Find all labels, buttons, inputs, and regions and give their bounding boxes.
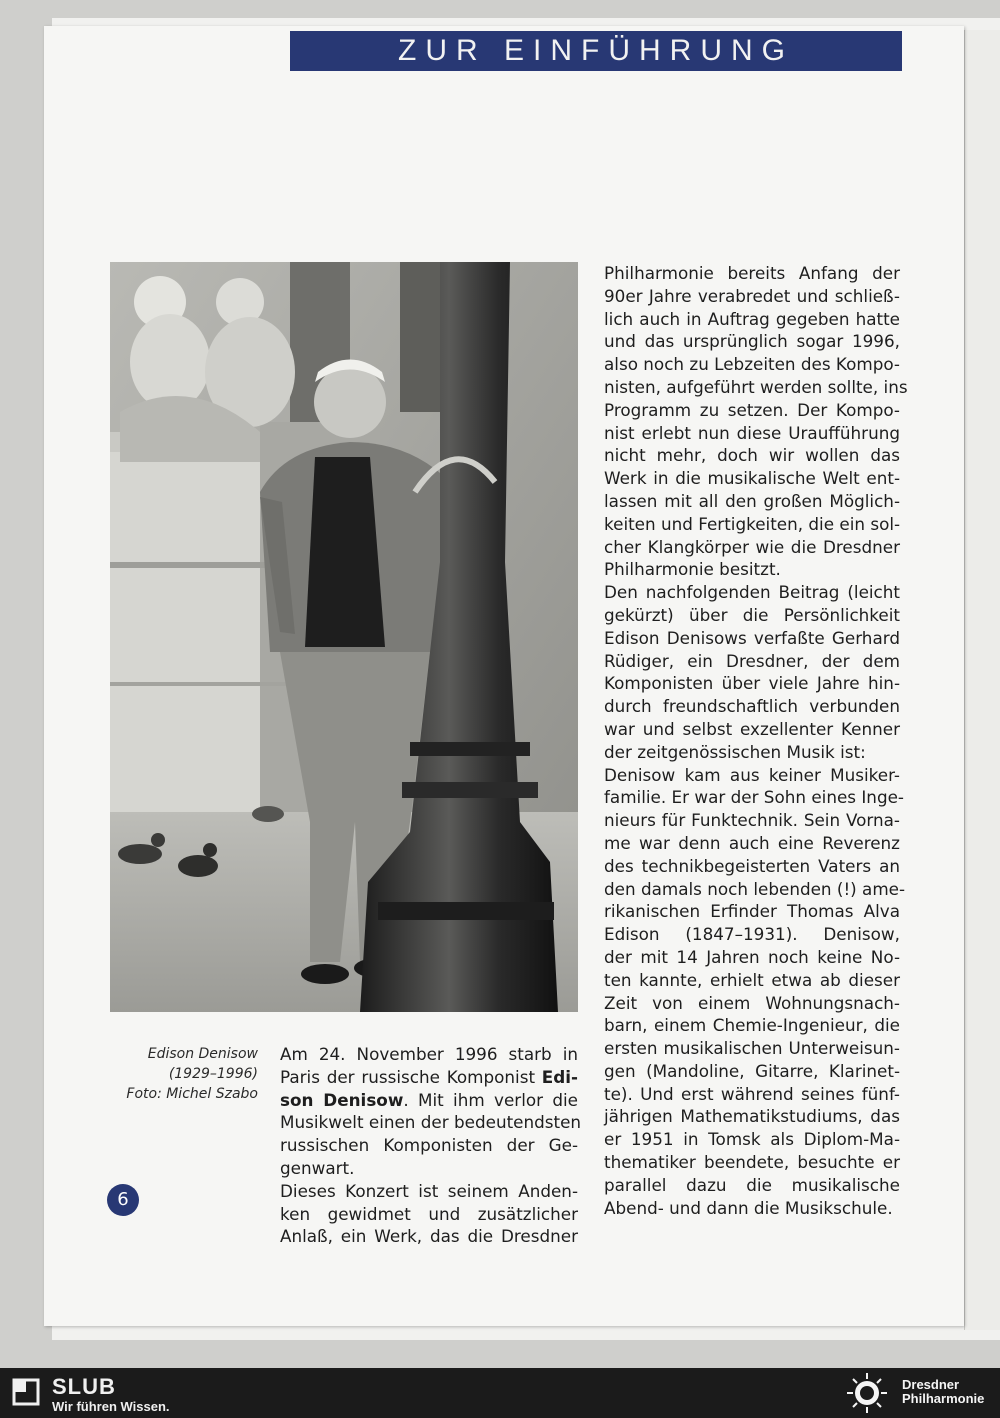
text-line: Philharmonie bereits Anfang der bbox=[604, 263, 900, 283]
footer-bar bbox=[0, 1368, 1000, 1418]
text-line: Denisow kam aus keiner Musiker- bbox=[604, 764, 900, 785]
text-line: Abend- und dann die Musikschule. bbox=[604, 1197, 893, 1218]
library-name: SLUB bbox=[52, 1374, 116, 1399]
text-line: 90er Jahre verabredet und schließ- bbox=[604, 285, 900, 306]
text-line: te). Und erst während seines fünf- bbox=[604, 1083, 900, 1104]
text-line: Paris der russische Komponist Edi- bbox=[280, 1066, 578, 1087]
text-line: Edison Denisows verfaßte Gerhard bbox=[604, 627, 900, 648]
section-title: ZUR EINFÜHRUNG bbox=[398, 34, 794, 67]
text-line: Musikwelt einen der bedeutendsten bbox=[280, 1112, 582, 1133]
text-line: cher Klangkörper wie die Dresdner bbox=[604, 536, 900, 557]
text-line: den damals noch lebenden (!) ame- bbox=[604, 878, 906, 899]
orchestra-sunburst-logo-icon bbox=[840, 1371, 894, 1415]
photo-caption bbox=[100, 1044, 258, 1104]
caption-dates: (1929–1996) bbox=[168, 1066, 258, 1082]
text-line: des technikbegeisterten Vaters an bbox=[604, 855, 900, 876]
page-number: 6 bbox=[107, 1184, 139, 1216]
text-line: Werk in die musikalische Welt ent- bbox=[604, 468, 900, 489]
text-line: Philharmonie besitzt. bbox=[604, 559, 781, 580]
text-line: also noch zu Lebzeiten des Kompo- bbox=[604, 354, 900, 375]
text-line: Anlaß, ein Werk, das die Dresdner bbox=[280, 1226, 578, 1247]
text-line: Den nachfolgenden Beitrag (leicht bbox=[604, 582, 900, 603]
text-line: nicht mehr, doch wir wollen das bbox=[604, 445, 900, 466]
text-line: son Denisow. Mit ihm verlor die bbox=[280, 1089, 578, 1110]
text-line: der mit 14 Jahren noch keine No- bbox=[604, 946, 900, 967]
text-line: ken gewidmet und zusätzlicher bbox=[280, 1203, 578, 1224]
text-line: familie. Er war der Sohn eines Inge- bbox=[604, 787, 904, 808]
text-line: gekürzt) über die Persönlichkeit bbox=[604, 604, 900, 625]
text-line: war und selbst exzellenter Kenner bbox=[604, 718, 900, 739]
text-line: Rüdiger, ein Dresdner, der dem bbox=[604, 650, 900, 671]
text-line: ten kannte, erhielt etwa ab dieser bbox=[604, 969, 900, 990]
text-line: lich auch in Auftrag gegeben hatte bbox=[604, 308, 900, 329]
text-line: durch freundschaftlich verbunden bbox=[604, 696, 900, 717]
text-line: Komponisten über viele Jahre hin- bbox=[604, 673, 900, 694]
text-line: genwart. bbox=[280, 1157, 355, 1178]
text-line: russischen Komponisten der Ge- bbox=[280, 1135, 578, 1156]
text-line: nieurs für Funktechnik. Sein Vorna- bbox=[604, 810, 900, 831]
next-page-edge bbox=[964, 30, 1000, 1330]
text-line: Programm zu setzen. Der Kompo- bbox=[604, 399, 900, 420]
text-line: Edison (1847–1931). Denisow, bbox=[604, 924, 900, 945]
text-line: rikanischen Erfinder Thomas Alva bbox=[604, 901, 900, 922]
right-text-column bbox=[604, 262, 908, 1219]
text-line: Dieses Konzert ist seinem Anden- bbox=[280, 1180, 578, 1201]
middle-text-column bbox=[280, 1043, 582, 1248]
portrait-photo bbox=[110, 262, 578, 1012]
text-line: und das ursprünglich sogar 1996, bbox=[604, 331, 900, 352]
caption-credit: Foto: Michel Szabo bbox=[126, 1086, 258, 1102]
library-tagline: Wir führen Wissen. bbox=[52, 1399, 170, 1414]
text-line: jährigen Mathematikstudiums, das bbox=[604, 1106, 900, 1127]
orchestra-name: Dresdner Philharmonie bbox=[902, 1377, 985, 1406]
text-line: Am 24. November 1996 starb in bbox=[280, 1044, 578, 1064]
composer-name-part1: Edi- bbox=[541, 1066, 578, 1087]
text-line: parallel dazu die musikalische bbox=[604, 1174, 900, 1195]
text-line: keiten und Fertigkeiten, die ein sol- bbox=[604, 513, 901, 534]
photo-illustration bbox=[110, 262, 578, 1012]
text-line: lassen mit all den großen Möglich- bbox=[604, 490, 900, 511]
section-header bbox=[290, 31, 902, 71]
text-line: thematiker beendete, besuchte er bbox=[604, 1152, 900, 1173]
slub-logo-icon bbox=[10, 1376, 42, 1408]
text-line: me war denn auch eine Reverenz bbox=[604, 832, 900, 853]
text-line: Zeit von einem Wohnungsnach- bbox=[604, 992, 900, 1013]
text-line: ersten musikalischen Unterweisun- bbox=[604, 1038, 900, 1059]
text-line: er 1951 in Tomsk als Diplom-Ma- bbox=[604, 1129, 900, 1150]
caption-name: Edison Denisow bbox=[147, 1046, 258, 1062]
text-line: nist erlebt nun diese Uraufführung bbox=[604, 422, 900, 443]
text-line: nisten, aufgeführt werden sollte, ins bbox=[604, 376, 908, 397]
text-line: gen (Mandoline, Gitarre, Klarinet- bbox=[604, 1060, 900, 1081]
text-line: barn, einem Chemie-Ingenieur, die bbox=[604, 1015, 900, 1036]
text-line: der zeitgenössischen Musik ist: bbox=[604, 741, 866, 762]
composer-name-part2: son Denisow bbox=[280, 1089, 404, 1110]
